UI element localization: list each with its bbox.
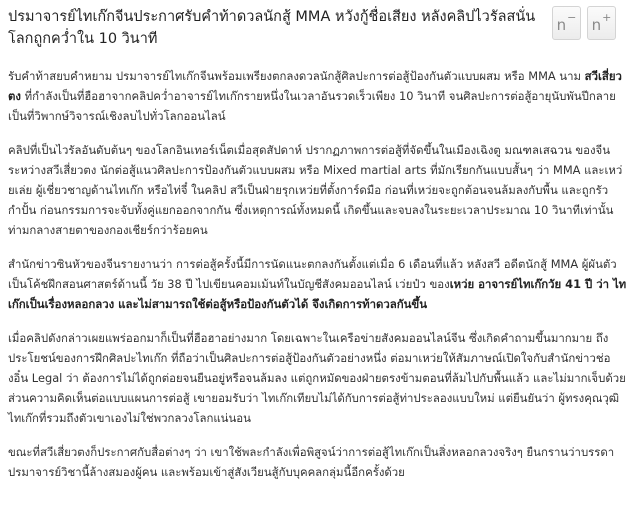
paragraph-3-text-a: สำนักข่าวซินหัวของจีนรายงานว่า การต่อสู้ครั้งนี้มีการนัดแนะตกลงกันตั้งแต่เมื่อ 6 เดือนที่แล้ว หลังสวี อดีตนักสู้ MMA ผู้ผันตัวเป็นโค้ชฝึกสอนศาสตร์ด้านนี้ วัย 38 ปี ไปเขียนคอมเม้นท์ในบัญชีสังคมออนไลน์ เว่ยป๋ว ของ	[8, 257, 617, 291]
minus-icon: −	[567, 10, 577, 24]
paragraph-5-text: ขณะที่สวีเสี่ยวตงก็ประกาศกับสื่อต่างๆ ว่า เขาใช้พละกำลังเพื่อพิสูจน์ว่าการต่อสู้ไทเก๊กเป็นสิ่งหลอกลวงจริงๆ ยืนกรานว่าบรรดาปรมาจารย์วิชานี้ล้างสมองผู้คน และพร้อมเข้าสู่สังเวียนสู้กับบุคคลกลุ่มนี้อีกครั้งด้วย	[8, 445, 615, 479]
plus-icon: +	[602, 10, 612, 24]
font-size-controls	[552, 6, 616, 40]
fighter-name-xu-xiaodong: สวีเสี่ยวตง	[8, 69, 622, 103]
paragraph-1-text-a: รับคำท้าสยบคำหยาม ปรมาจารย์ไทเก๊กจีนพร้อมเพรียงตกลงดวลนักสู้ศิลปะการต่อสู้ป้องกันตัวแบบผสม หรือ MMA นาม	[8, 69, 585, 83]
paragraph-5	[8, 442, 628, 482]
decrease-font-glyph: n	[556, 16, 567, 34]
paragraph-1-text-c: ที่กำลังเป็นที่ฮือฮาจากคลิปคว่ำอาจารย์ไทเก๊กรายหนึ่งในเวลาอันรวดเร็วเพียง 10 วินาที จนศิลปะการต่อสู้อายุนับพันปีกลายเป็นที่วิพากษ์วิจารณ์เชิงลบไปทั่วโลกออนไลน์	[8, 89, 616, 123]
paragraph-3	[8, 254, 628, 314]
paragraph-4	[8, 328, 628, 428]
decrease-font-size-button[interactable]	[552, 6, 581, 40]
article-header	[0, 0, 635, 62]
paragraph-4-text: เมื่อคลิปดังกล่าวเผยแพร่ออกมาก็เป็นที่ฮือฮาอย่างมาก โดยเฉพาะในเครือข่ายสังคมออนไลน์จีน ซึ่งเกิดคำถามขึ้นมากมาย ถึงประโยชน์ของการฝึกศิลปะไทเก๊ก ที่ถือว่าเป็นศิลปะการต่อสู้ป้องกันตัวอย่างหนึ่ง ต่อมาเหว่ยให้สัมภาษณ์เปิดใจกับสำนักข่าวช่องอิ๋น Legal ว่า ต้องการไม่ได้ถูกต่อยจนยืนอยู่หรือจนล้มลง แต่ถูกหมัดของฝ่ายตรงข้ามตอนที่ล้มไปกับพื้นแล้ว และไม่มากเจ็บด้วย ส่วนความคิดเห็นต่อแบบแผนการต่อสู้ เขายอมรับว่า ไทเก๊กเทียบไม่ได้กับการต่อสู้ท่าประลองแบบใหม่ แต่ยืนยันว่า ผู้ทรงคุณวุฒิไทเก๊กที่รวมถึงตัวเขาเองไม่ใช่พวกลวงโลกแน่นอน	[8, 331, 626, 425]
increase-font-size-button[interactable]	[587, 6, 616, 40]
paragraph-1	[8, 66, 628, 126]
paragraph-3-bold-quote: เหว่ย อาจารย์ไทเก๊กวัย 41 ปี ว่า ไทเก๊กเป็นเรื่องหลอกลวง และไม่สามารถใช้ต่อสู้หรือป้องกันตัวได้ จึงเกิดการท้าดวลกันขึ้น	[8, 277, 627, 311]
paragraph-2-text: คลิปที่เป็นไวรัลอันดับต้นๆ ของโลกอินเทอร์เน็ตเมื่อสุดสัปดาห์ ปรากฏภาพการต่อสู้ที่จัดขึ้นในเมืองเฉิงตู มณฑลเสฉวน ของจีน ระหว่างสวีเสี่ยวตง นักต่อสู้แนวศิลปะการป้องกันตัวแบบผสม หรือ Mixed martial arts ที่มักเรียกกันแบบสั้นๆ ว่า MMA และเหว่ยเล่ย ผู้เชี่ยวชาญด้านไทเก๊ก หรือไท่จี๋ ในคลิป สวีเป็นฝ่ายรุกเหว่ยที่ตั้งการ์ดมือ ก่อนที่เหว่ยจะถูกต้อนจนล้มลงกับพื้น และถูกรัวกำปั้น ก่อนกรรมการจะจับทั้งคู่แยกออกจากกัน ซึ่งเหตุการณ์ทั้งหมดนี้ เกิดขึ้นและจบลงในระยะเวลาประมาณ 10 วินาทีเท่านั้น ท่ามกลางสายตาของกองเชียร์กว่าร้อยคน	[8, 143, 623, 237]
increase-font-glyph: n	[591, 16, 602, 34]
paragraph-2	[8, 140, 628, 240]
article-body	[8, 66, 628, 496]
article-title: ปรมาจารย์ไทเก๊กจีนประกาศรับคำท้าดวลนักสู้ MMA หวังกู้ชื่อเสียง หลังคลิปไวรัลสนั่นโลกถูกคว่ำใน 10 วินาที	[8, 9, 536, 47]
